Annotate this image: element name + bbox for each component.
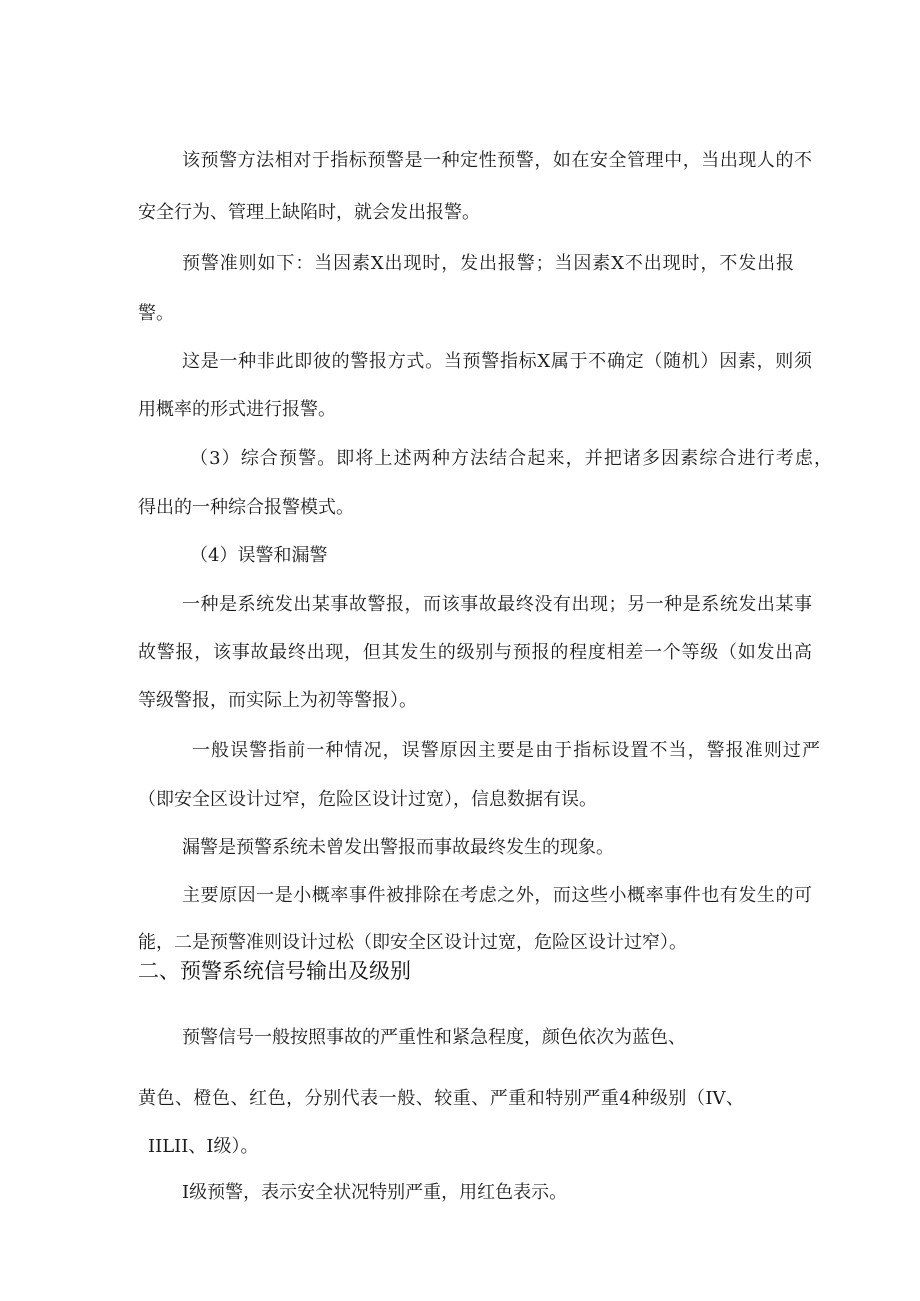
- paragraph-line: 安全行为、管理上缺陷时，就会发出报警。: [138, 202, 480, 223]
- paragraph-line: 漏警是预警系统未曾发出警报而事故最终发生的现象。: [182, 837, 614, 858]
- paragraph-line: （即安全区设计过窄，危险区设计过宽），信息数据有误。: [138, 789, 597, 810]
- paragraph-line: 这是一种非此即彼的警报方式。当预警指标X属于不确定（随机）因素，则须: [182, 351, 812, 372]
- paragraph-line: 一般误警指前一种情况，误警原因主要是由于指标设置不当，警报准则过严: [192, 740, 820, 761]
- paragraph-line: 用概率的形式进行报警。: [138, 399, 336, 420]
- paragraph-line: 一种是系统发出某事故警报，而该事故最终没有出现；另一种是系统发出某事: [182, 594, 812, 615]
- section-heading: 二、预警系统信号输出及级别: [138, 959, 411, 983]
- paragraph-line: 该预警方法相对于指标预警是一种定性预警，如在安全管理中，当出现人的不: [182, 150, 812, 171]
- paragraph-line: （3）综合预警。即将上述两种方法结合起来，并把诸多因素综合进行考虑，: [190, 448, 832, 469]
- paragraph-line: 故警报，该事故最终出现，但其发生的级别与预报的程度相差一个等级（如发出高: [138, 642, 812, 663]
- paragraph-line: 能，二是预警准则设计过松（即安全区设计过宽，危险区设计过窄）。: [138, 932, 687, 953]
- paragraph-line: 主要原因一是小概率事件被排除在考虑之外，而这些小概率事件也有发生的可: [182, 885, 812, 906]
- paragraph-line: 预警信号一般按照事故的严重性和紧急程度，颜色依次为蓝色、: [182, 1027, 686, 1048]
- paragraph-line: IILII、I级）。: [148, 1136, 259, 1157]
- paragraph-line: 等级警报，而实际上为初等警报）。: [138, 690, 417, 711]
- paragraph-line: 得出的一种综合报警模式。: [138, 497, 354, 518]
- paragraph-line: 警。: [138, 303, 174, 324]
- subsection-heading: （4）误警和漏警: [190, 545, 328, 566]
- paragraph-line: I级预警，表示安全状况特别严重，用红色表示。: [182, 1182, 568, 1203]
- paragraph-line: 黄色、橙色、红色，分别代表一般、较重、严重和特别严重4种级别（IV、: [138, 1088, 744, 1109]
- paragraph-line: 预警准则如下：当因素X出现时，发出报警；当因素X不出现时，不发出报: [182, 253, 794, 274]
